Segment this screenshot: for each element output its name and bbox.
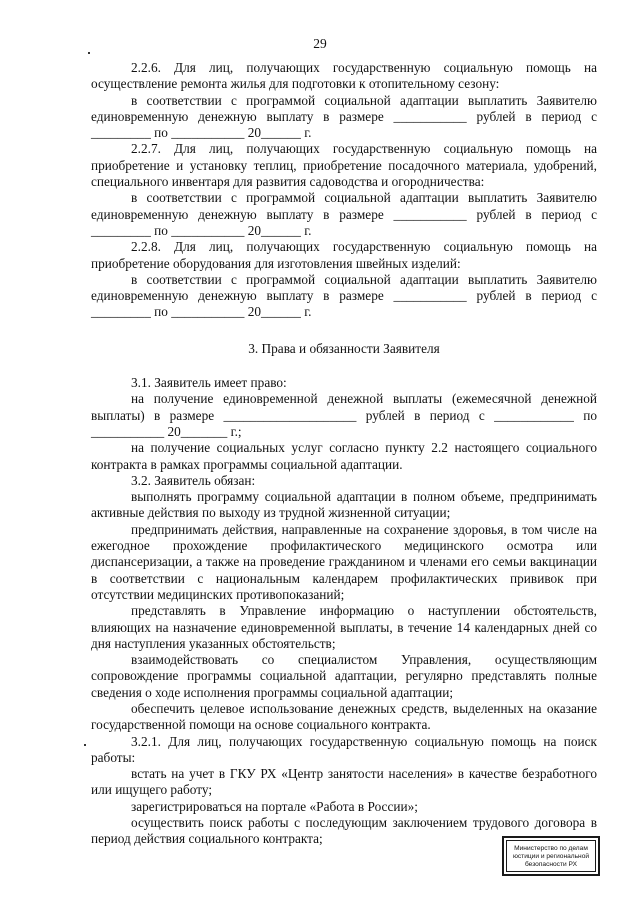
clause-2-2-8-payment: в соответствии с программой социальной адаптации выплатить Заявителю единовременную денежную выплату в размере ___________ рублей в период с _________ по ___________ 20______ г. xyxy=(91,271,597,320)
right-services: на получение социальных услуг согласно пункту 2.2 настоящего социального контракта в рамках программы социальной адаптации. xyxy=(91,440,597,472)
clause-3-2-1: 3.2.1. Для лиц, получающих государственную социальную помощь на поиск работы: xyxy=(91,733,597,765)
duty-cooperate: взаимодействовать со специалистом Управления, осуществляющим сопровождение программы социальной адаптации, регулярно представлять полные сведения о ходе исполнения программы социальной адаптации; xyxy=(91,652,597,700)
right-payment: на получение единовременной денежной выплаты (ежемесячной денежной выплаты) в размере ____________________ рублей в период с ____________ по ___________ 20_______ г.; xyxy=(91,391,597,439)
clause-2-2-6: 2.2.6. Для лиц, получающих государственную социальную помощь на осуществление ремонта жилья для подготовки к отопительному сезону: xyxy=(91,60,597,92)
duty-target-use: обеспечить целевое использование денежных средств, выделенных на оказание государственной помощи на основе социального контракта. xyxy=(91,700,597,733)
clause-3-1: 3.1. Заявитель имеет право: xyxy=(131,375,287,391)
document-body xyxy=(91,60,597,848)
clause-2-2-7-payment: в соответствии с программой социальной адаптации выплатить Заявителю единовременную денежную выплату в размере ___________ рублей в период с _________ по ___________ 20______ г. xyxy=(91,190,597,238)
clause-2-2-6-payment: в соответствии с программой социальной адаптации выплатить Заявителю единовременную денежную выплату в размере ___________ рублей в период с _________ по ___________ 20______ г. xyxy=(91,92,597,141)
clause-2-2-7: 2.2.7. Для лиц, получающих государственную социальную помощь на приобретение и установку теплиц, приобретение посадочного материала, удобрений, специального инвентаря для развития садоводства и огородничества: xyxy=(91,141,597,190)
clause-2-2-8: 2.2.8. Для лиц, получающих государственную социальную помощь на приобретение оборудования для изготовления швейных изделий: xyxy=(91,239,597,271)
job-search: осуществить поиск работы с последующим заключением трудового договора в период действия социального контракта; xyxy=(91,815,597,847)
ministry-stamp xyxy=(502,836,600,876)
scan-dot xyxy=(84,744,86,746)
stamp-line-3: безопасности РХ xyxy=(524,861,577,868)
ministry-stamp-inner xyxy=(506,840,596,872)
stamp-line-1: Министерство по делам xyxy=(514,845,588,852)
duty-program: выполнять программу социальной адаптации в полном объеме, предпринимать активные действия по выходу из трудной жизненной ситуации; xyxy=(91,489,597,521)
job-register: встать на учет в ГКУ РХ «Центр занятости населения» в качестве безработного или ищущего работу; xyxy=(91,766,597,798)
duty-health: предпринимать действия, направленные на сохранение здоровья, в том числе на ежегодное прохождение профилактического медицинского осмотра или диспансеризации, а также на проведение гражданином и членами его семьи вакцинации в соответствии с национальным календарем профилактических прививок при отсутствии медицинских противопоказаний; xyxy=(91,521,597,602)
stamp-line-2: юстиции и региональной xyxy=(512,853,590,860)
page-number: 29 xyxy=(313,36,327,51)
scan-dot xyxy=(88,52,90,54)
duty-inform: представлять в Управление информацию о наступлении обстоятельств, влияющих на назначение единовременной выплаты, в течение 14 календарных дней со дня наступления указанных обстоятельств; xyxy=(91,603,597,651)
job-portal: зарегистрироваться на портале «Работа в России»; xyxy=(131,798,418,814)
section-heading: 3. Права и обязанности Заявителя xyxy=(248,340,440,356)
clause-3-2: 3.2. Заявитель обязан: xyxy=(131,472,256,488)
